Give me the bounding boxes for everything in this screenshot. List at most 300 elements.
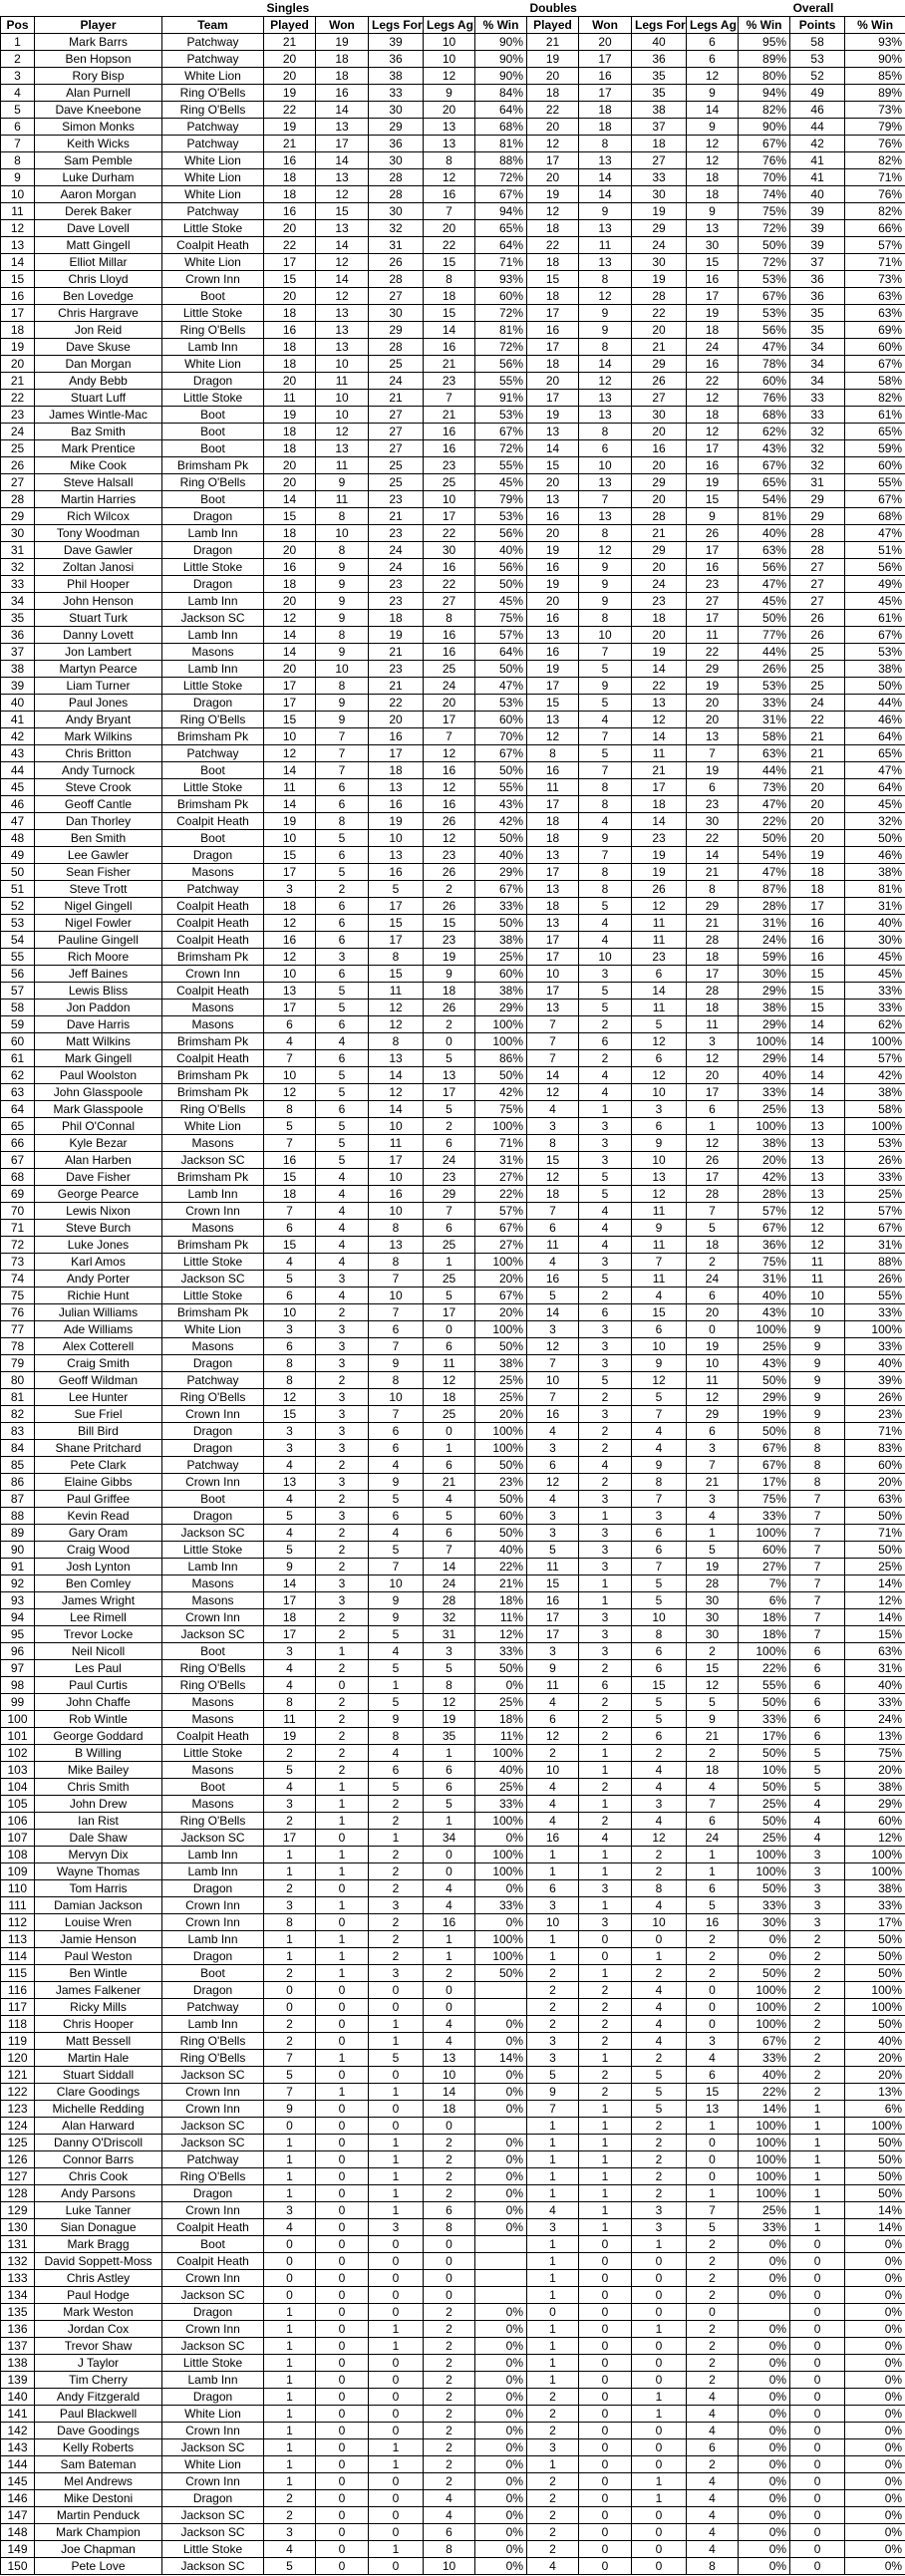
doubles-legs-ag-cell: 22 xyxy=(687,830,739,847)
doubles-legs-for-cell: 6 xyxy=(632,1321,687,1338)
doubles-win-pct-cell: 100% xyxy=(739,1118,790,1135)
singles-legs-ag-cell: 19 xyxy=(424,1711,475,1728)
pos-cell: 76 xyxy=(1,1304,35,1321)
points-cell: 29 xyxy=(790,508,845,525)
doubles-won-cell: 9 xyxy=(579,593,632,610)
doubles-section-title: Doubles xyxy=(529,0,577,15)
overall-win-pct-cell: 38% xyxy=(845,1779,905,1796)
doubles-win-pct-cell: 17% xyxy=(739,1474,790,1491)
singles-legs-ag-cell: 5 xyxy=(424,1660,475,1677)
singles-played-cell: 3 xyxy=(264,1796,316,1813)
doubles-played-cell: 11 xyxy=(527,1237,579,1254)
singles-win-pct-cell: 42% xyxy=(475,1084,527,1101)
doubles-played-cell: 1 xyxy=(527,2185,579,2202)
doubles-legs-ag-cell: 2 xyxy=(687,2338,739,2355)
doubles-legs-for-cell: 5 xyxy=(632,1016,687,1033)
singles-legs-for-cell: 9 xyxy=(369,1592,424,1609)
overall-win-pct-cell: 40% xyxy=(845,2033,905,2050)
singles-win-pct-cell: 100% xyxy=(475,1118,527,1135)
player-cell: Elaine Gibbs xyxy=(35,1474,162,1491)
points-cell: 44 xyxy=(790,119,845,136)
singles-played-cell: 19 xyxy=(264,407,316,424)
singles-played-cell: 8 xyxy=(264,1914,316,1931)
player-cell: B Willing xyxy=(35,1745,162,1762)
singles-played-cell: 7 xyxy=(264,1135,316,1152)
team-cell: White Lion xyxy=(162,1118,264,1135)
singles-played-cell: 4 xyxy=(264,1491,316,1508)
singles-legs-ag-cell: 24 xyxy=(424,678,475,695)
player-cell: Trevor Shaw xyxy=(35,2338,162,2355)
overall-win-pct-cell: 90% xyxy=(845,51,905,68)
overall-win-pct-cell: 60% xyxy=(845,1813,905,1830)
table-row xyxy=(1,593,905,610)
pos-cell: 21 xyxy=(1,373,35,390)
doubles-legs-for-cell: 2 xyxy=(632,1745,687,1762)
team-cell: Patchway xyxy=(162,119,264,136)
singles-won-cell: 1 xyxy=(316,1931,369,1948)
singles-legs-for-cell: 1 xyxy=(369,2084,424,2101)
player-cell: Mark Bragg xyxy=(35,2236,162,2253)
team-cell: Jackson SC xyxy=(162,610,264,627)
player-cell: Shane Pritchard xyxy=(35,1440,162,1457)
doubles-won-cell: 7 xyxy=(579,644,632,661)
doubles-legs-ag-cell: 5 xyxy=(687,1897,739,1914)
singles-legs-for-cell: 3 xyxy=(369,1965,424,1982)
doubles-legs-for-cell: 19 xyxy=(632,203,687,220)
singles-legs-ag-cell: 0 xyxy=(424,1982,475,1999)
team-cell: Crown Inn xyxy=(162,1406,264,1423)
singles-legs-for-cell: 17 xyxy=(369,745,424,762)
singles-legs-ag-cell: 4 xyxy=(424,1491,475,1508)
singles-played-cell: 16 xyxy=(264,322,316,339)
singles-win-pct-cell: 0% xyxy=(475,2541,527,2558)
points-cell: 31 xyxy=(790,474,845,491)
doubles-won-cell: 2 xyxy=(579,2033,632,2050)
doubles-win-pct-cell: 87% xyxy=(739,881,790,898)
col-header-pos: Pos xyxy=(1,17,35,34)
singles-legs-ag-cell: 20 xyxy=(424,220,475,237)
singles-legs-for-cell: 1 xyxy=(369,2338,424,2355)
singles-win-pct-cell: 22% xyxy=(475,1186,527,1203)
overall-win-pct-cell: 63% xyxy=(845,1491,905,1508)
singles-win-pct-cell: 0% xyxy=(475,2084,527,2101)
pos-cell: 66 xyxy=(1,1135,35,1152)
points-cell: 7 xyxy=(790,1575,845,1592)
player-cell: Nigel Gingell xyxy=(35,898,162,915)
singles-legs-ag-cell: 6 xyxy=(424,2524,475,2541)
points-cell: 26 xyxy=(790,610,845,627)
points-cell: 2 xyxy=(790,2033,845,2050)
player-cell: Martin Hale xyxy=(35,2050,162,2067)
singles-legs-for-cell: 10 xyxy=(369,1118,424,1135)
table-row xyxy=(1,169,905,186)
singles-played-cell: 9 xyxy=(264,2101,316,2118)
singles-played-cell: 22 xyxy=(264,237,316,254)
singles-win-pct-cell: 88% xyxy=(475,152,527,169)
doubles-played-cell: 14 xyxy=(527,1304,579,1321)
table-row xyxy=(1,51,905,68)
singles-legs-ag-cell: 21 xyxy=(424,1474,475,1491)
doubles-win-pct-cell: 60% xyxy=(739,373,790,390)
doubles-win-pct-cell: 18% xyxy=(739,1609,790,1626)
col-header-player: Player xyxy=(35,17,162,34)
singles-won-cell: 13 xyxy=(316,322,369,339)
overall-win-pct-cell: 31% xyxy=(845,898,905,915)
doubles-won-cell: 4 xyxy=(579,1457,632,1474)
doubles-won-cell: 8 xyxy=(579,881,632,898)
team-cell: Patchway xyxy=(162,136,264,152)
points-cell: 12 xyxy=(790,1237,845,1254)
overall-win-pct-cell: 83% xyxy=(845,1440,905,1457)
singles-win-pct-cell: 33% xyxy=(475,898,527,915)
singles-legs-for-cell: 0 xyxy=(369,2270,424,2287)
pos-cell: 92 xyxy=(1,1575,35,1592)
doubles-legs-ag-cell: 2 xyxy=(687,1254,739,1271)
player-cell: Luke Durham xyxy=(35,169,162,186)
points-cell: 0 xyxy=(790,2270,845,2287)
singles-won-cell: 13 xyxy=(316,220,369,237)
singles-win-pct-cell: 81% xyxy=(475,322,527,339)
doubles-legs-ag-cell: 12 xyxy=(687,68,739,85)
pos-cell: 131 xyxy=(1,2236,35,2253)
pos-cell: 59 xyxy=(1,1016,35,1033)
singles-win-pct-cell: 20% xyxy=(475,1406,527,1423)
doubles-played-cell: 4 xyxy=(527,1423,579,1440)
singles-won-cell: 13 xyxy=(316,339,369,356)
doubles-legs-for-cell: 20 xyxy=(632,559,687,576)
table-row xyxy=(1,440,905,457)
points-cell: 21 xyxy=(790,728,845,745)
team-cell: Lamb Inn xyxy=(162,627,264,644)
singles-legs-ag-cell: 16 xyxy=(424,559,475,576)
doubles-won-cell: 8 xyxy=(579,610,632,627)
doubles-won-cell: 13 xyxy=(579,390,632,407)
team-cell: Coalpit Heath xyxy=(162,813,264,830)
player-cell: Dave Kneebone xyxy=(35,102,162,119)
team-cell: White Lion xyxy=(162,186,264,203)
singles-legs-ag-cell: 17 xyxy=(424,508,475,525)
singles-legs-ag-cell: 16 xyxy=(424,424,475,440)
pos-cell: 137 xyxy=(1,2338,35,2355)
doubles-win-pct-cell: 0% xyxy=(739,2287,790,2304)
doubles-won-cell: 8 xyxy=(579,271,632,288)
doubles-legs-ag-cell: 14 xyxy=(687,102,739,119)
singles-legs-for-cell: 7 xyxy=(369,1338,424,1355)
team-cell: Crown Inn xyxy=(162,1609,264,1626)
overall-win-pct-cell: 0% xyxy=(845,2456,905,2473)
col-header-doubles-legs-for: Legs For xyxy=(632,17,687,34)
player-cell: Paul Griffee xyxy=(35,1491,162,1508)
overall-win-pct-cell: 0% xyxy=(845,2423,905,2439)
singles-won-cell: 0 xyxy=(316,2423,369,2439)
points-cell: 1 xyxy=(790,2101,845,2118)
singles-legs-for-cell: 5 xyxy=(369,1694,424,1711)
points-cell: 40 xyxy=(790,186,845,203)
doubles-played-cell: 1 xyxy=(527,2338,579,2355)
doubles-legs-for-cell: 35 xyxy=(632,68,687,85)
points-cell: 10 xyxy=(790,1288,845,1304)
doubles-win-pct-cell: 50% xyxy=(739,237,790,254)
player-cell: Tony Woodman xyxy=(35,525,162,542)
doubles-win-pct-cell: 50% xyxy=(739,1423,790,1440)
doubles-win-pct-cell: 33% xyxy=(739,2219,790,2236)
table-row xyxy=(1,2372,905,2389)
singles-legs-for-cell: 18 xyxy=(369,610,424,627)
table-row xyxy=(1,745,905,762)
pos-cell: 13 xyxy=(1,237,35,254)
singles-legs-for-cell: 30 xyxy=(369,152,424,169)
singles-played-cell: 5 xyxy=(264,1762,316,1779)
singles-won-cell: 2 xyxy=(316,1660,369,1677)
points-cell: 0 xyxy=(790,2490,845,2507)
doubles-legs-ag-cell: 6 xyxy=(687,2067,739,2084)
player-cell: Dan Thorley xyxy=(35,813,162,830)
overall-win-pct-cell: 25% xyxy=(845,1559,905,1575)
doubles-legs-ag-cell: 17 xyxy=(687,288,739,305)
doubles-played-cell: 1 xyxy=(527,2321,579,2338)
player-cell: Aaron Morgan xyxy=(35,186,162,203)
doubles-played-cell: 4 xyxy=(527,1813,579,1830)
singles-legs-for-cell: 0 xyxy=(369,2287,424,2304)
table-row xyxy=(1,1897,905,1914)
singles-won-cell: 9 xyxy=(316,695,369,712)
overall-win-pct-cell: 38% xyxy=(845,661,905,678)
doubles-win-pct-cell: 89% xyxy=(739,51,790,68)
singles-legs-for-cell: 9 xyxy=(369,1474,424,1491)
player-cell: Chris Astley xyxy=(35,2270,162,2287)
points-cell: 2 xyxy=(790,1965,845,1982)
player-cell: Lee Rimell xyxy=(35,1609,162,1626)
doubles-legs-for-cell: 0 xyxy=(632,2423,687,2439)
team-cell: Coalpit Heath xyxy=(162,915,264,932)
doubles-win-pct-cell: 29% xyxy=(739,1389,790,1406)
table-row xyxy=(1,2439,905,2456)
team-cell: Jackson SC xyxy=(162,2338,264,2355)
pos-cell: 17 xyxy=(1,305,35,322)
singles-won-cell: 14 xyxy=(316,152,369,169)
doubles-legs-for-cell: 2 xyxy=(632,2185,687,2202)
pos-cell: 42 xyxy=(1,728,35,745)
doubles-legs-for-cell: 0 xyxy=(632,2541,687,2558)
doubles-won-cell: 13 xyxy=(579,508,632,525)
doubles-win-pct-cell: 40% xyxy=(739,525,790,542)
singles-legs-for-cell: 5 xyxy=(369,1660,424,1677)
overall-win-pct-cell: 33% xyxy=(845,1000,905,1016)
doubles-legs-ag-cell: 19 xyxy=(687,305,739,322)
player-cell: Luke Jones xyxy=(35,1237,162,1254)
team-cell: Lamb Inn xyxy=(162,1847,264,1863)
doubles-legs-for-cell: 7 xyxy=(632,1406,687,1423)
doubles-legs-for-cell: 2 xyxy=(632,2050,687,2067)
doubles-won-cell: 1 xyxy=(579,1575,632,1592)
doubles-played-cell: 0 xyxy=(527,2304,579,2321)
pos-cell: 129 xyxy=(1,2202,35,2219)
doubles-legs-ag-cell: 17 xyxy=(687,966,739,983)
player-cell: Sam Pemble xyxy=(35,152,162,169)
doubles-played-cell: 20 xyxy=(527,525,579,542)
singles-played-cell: 8 xyxy=(264,1694,316,1711)
singles-win-pct-cell: 14% xyxy=(475,2050,527,2067)
points-cell: 6 xyxy=(790,1728,845,1745)
doubles-win-pct-cell: 95% xyxy=(739,34,790,51)
table-row xyxy=(1,2202,905,2219)
doubles-win-pct-cell: 53% xyxy=(739,271,790,288)
doubles-legs-for-cell: 0 xyxy=(632,2253,687,2270)
doubles-won-cell: 8 xyxy=(579,424,632,440)
team-cell: Ring O'Bells xyxy=(162,2050,264,2067)
doubles-win-pct-cell: 30% xyxy=(739,966,790,983)
singles-legs-for-cell: 0 xyxy=(369,2355,424,2372)
table-row xyxy=(1,2355,905,2372)
player-cell: Damian Jackson xyxy=(35,1897,162,1914)
doubles-legs-ag-cell: 12 xyxy=(687,1677,739,1694)
pos-cell: 49 xyxy=(1,847,35,864)
pos-cell: 2 xyxy=(1,51,35,68)
table-row xyxy=(1,2338,905,2355)
overall-win-pct-cell: 60% xyxy=(845,339,905,356)
doubles-played-cell: 1 xyxy=(527,2151,579,2168)
player-cell: Ricky Mills xyxy=(35,1999,162,2016)
doubles-legs-for-cell: 4 xyxy=(632,1423,687,1440)
doubles-won-cell: 2 xyxy=(579,2016,632,2033)
singles-played-cell: 0 xyxy=(264,2270,316,2287)
singles-win-pct-cell: 42% xyxy=(475,813,527,830)
singles-win-pct-cell: 50% xyxy=(475,1491,527,1508)
team-cell: White Lion xyxy=(162,356,264,373)
player-cell: Steve Trott xyxy=(35,881,162,898)
doubles-played-cell: 19 xyxy=(527,186,579,203)
team-cell: Crown Inn xyxy=(162,2473,264,2490)
overall-win-pct-cell: 13% xyxy=(845,2084,905,2101)
pos-cell: 87 xyxy=(1,1491,35,1508)
doubles-legs-ag-cell: 11 xyxy=(687,627,739,644)
singles-legs-ag-cell: 0 xyxy=(424,1033,475,1050)
singles-played-cell: 16 xyxy=(264,1152,316,1169)
table-row xyxy=(1,424,905,440)
singles-legs-ag-cell: 25 xyxy=(424,474,475,491)
singles-won-cell: 5 xyxy=(316,1084,369,1101)
player-cell: Paul Blackwell xyxy=(35,2406,162,2423)
doubles-legs-ag-cell: 12 xyxy=(687,424,739,440)
doubles-win-pct-cell: 0% xyxy=(739,2355,790,2372)
player-cell: Paul Curtis xyxy=(35,1677,162,1694)
singles-legs-ag-cell: 27 xyxy=(424,593,475,610)
singles-legs-ag-cell: 10 xyxy=(424,491,475,508)
doubles-played-cell: 2 xyxy=(527,2389,579,2406)
singles-legs-for-cell: 13 xyxy=(369,1237,424,1254)
team-cell: Little Stoke xyxy=(162,2541,264,2558)
singles-won-cell: 17 xyxy=(316,136,369,152)
col-header-overall-points: Points xyxy=(790,17,845,34)
pos-cell: 85 xyxy=(1,1457,35,1474)
doubles-legs-ag-cell: 30 xyxy=(687,1626,739,1643)
singles-win-pct-cell: 84% xyxy=(475,85,527,102)
singles-win-pct-cell: 0% xyxy=(475,2033,527,2050)
singles-legs-for-cell: 0 xyxy=(369,2473,424,2490)
points-cell: 15 xyxy=(790,983,845,1000)
pos-cell: 64 xyxy=(1,1101,35,1118)
team-cell: Masons xyxy=(162,1220,264,1237)
team-cell: Brimsham Pk xyxy=(162,1033,264,1050)
singles-played-cell: 9 xyxy=(264,1559,316,1575)
table-row xyxy=(1,966,905,983)
doubles-won-cell: 1 xyxy=(579,1796,632,1813)
points-cell: 14 xyxy=(790,1067,845,1084)
singles-legs-for-cell: 12 xyxy=(369,1084,424,1101)
singles-played-cell: 21 xyxy=(264,34,316,51)
doubles-win-pct-cell: 29% xyxy=(739,983,790,1000)
table-row xyxy=(1,1830,905,1847)
doubles-legs-ag-cell: 1 xyxy=(687,1863,739,1880)
singles-win-pct-cell: 50% xyxy=(475,1067,527,1084)
doubles-won-cell: 4 xyxy=(579,932,632,949)
doubles-win-pct-cell: 76% xyxy=(739,152,790,169)
pos-cell: 99 xyxy=(1,1694,35,1711)
table-row xyxy=(1,186,905,203)
singles-played-cell: 4 xyxy=(264,1525,316,1542)
doubles-played-cell: 2 xyxy=(527,2524,579,2541)
team-cell: Brimsham Pk xyxy=(162,949,264,966)
table-row xyxy=(1,830,905,847)
singles-won-cell: 1 xyxy=(316,1796,369,1813)
col-header-singles-won: Won xyxy=(316,17,369,34)
doubles-legs-for-cell: 2 xyxy=(632,2151,687,2168)
points-cell: 16 xyxy=(790,949,845,966)
doubles-win-pct-cell: 0% xyxy=(739,2423,790,2439)
points-cell: 18 xyxy=(790,864,845,881)
player-cell: Jon Paddon xyxy=(35,1000,162,1016)
doubles-legs-for-cell: 12 xyxy=(632,1372,687,1389)
singles-played-cell: 20 xyxy=(264,220,316,237)
team-cell: Jackson SC xyxy=(162,2067,264,2084)
points-cell: 4 xyxy=(790,1813,845,1830)
table-row xyxy=(1,762,905,779)
singles-legs-ag-cell: 8 xyxy=(424,271,475,288)
doubles-won-cell: 10 xyxy=(579,457,632,474)
singles-win-pct-cell: 21% xyxy=(475,1575,527,1592)
singles-legs-for-cell: 2 xyxy=(369,1914,424,1931)
player-cell: Martin Penduck xyxy=(35,2507,162,2524)
singles-legs-ag-cell: 2 xyxy=(424,2473,475,2490)
singles-legs-ag-cell: 26 xyxy=(424,1000,475,1016)
pos-cell: 105 xyxy=(1,1796,35,1813)
team-cell: Boot xyxy=(162,1779,264,1796)
points-cell: 6 xyxy=(790,1660,845,1677)
doubles-legs-for-cell: 1 xyxy=(632,2321,687,2338)
singles-legs-for-cell: 25 xyxy=(369,457,424,474)
points-cell: 25 xyxy=(790,644,845,661)
doubles-legs-for-cell: 13 xyxy=(632,1169,687,1186)
doubles-legs-ag-cell: 26 xyxy=(687,1152,739,1169)
overall-win-pct-cell: 60% xyxy=(845,457,905,474)
overall-win-pct-cell: 53% xyxy=(845,1135,905,1152)
overall-win-pct-cell: 67% xyxy=(845,1220,905,1237)
singles-played-cell: 20 xyxy=(264,593,316,610)
singles-legs-ag-cell: 20 xyxy=(424,102,475,119)
doubles-legs-ag-cell: 4 xyxy=(687,2406,739,2423)
pos-cell: 94 xyxy=(1,1609,35,1626)
singles-section-title: Singles xyxy=(266,0,310,15)
doubles-win-pct-cell: 43% xyxy=(739,1304,790,1321)
player-cell: Nigel Fowler xyxy=(35,915,162,932)
player-cell: Louise Wren xyxy=(35,1914,162,1931)
singles-legs-ag-cell: 34 xyxy=(424,1830,475,1847)
singles-played-cell: 5 xyxy=(264,1271,316,1288)
doubles-win-pct-cell: 90% xyxy=(739,119,790,136)
singles-played-cell: 2 xyxy=(264,2033,316,2050)
overall-win-pct-cell: 46% xyxy=(845,712,905,728)
doubles-win-pct-cell: 47% xyxy=(739,576,790,593)
